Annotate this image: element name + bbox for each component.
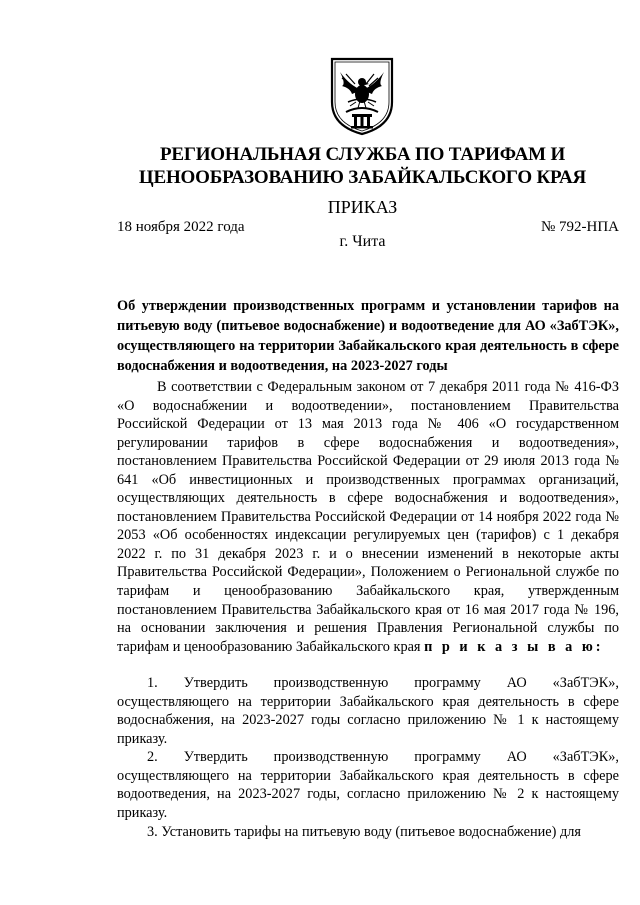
document-body bbox=[117, 378, 619, 841]
list-item-number: 3. bbox=[147, 823, 158, 840]
list-item-text: Утвердить производственную программу АО «ЗабТЭК», осуществляющего на территории Забайкальского края деятельность в сфере водоснабжения, на 2023-2027 годы согласно приложению № 1 к настоящему приказу. bbox=[117, 675, 620, 747]
list-item-text: Утвердить производственную программу АО «ЗабТЭК», осуществляющего на территории Забайкальского края деятельность в сфере водоотведения, на 2023-2027 годы, согласно приложению № 2 к настоящему приказу. bbox=[117, 749, 620, 822]
list-item-2 bbox=[117, 748, 619, 822]
agency-title-line2: ЦЕНООБРАЗОВАНИЮ ЗАБАЙКАЛЬСКОГО КРАЯ bbox=[138, 167, 587, 188]
document-city: г. Чита bbox=[339, 233, 386, 250]
list-item-number: 2. bbox=[147, 749, 158, 766]
list-item-number: 1. bbox=[147, 675, 158, 692]
document-number: № 792-НПА bbox=[540, 219, 619, 235]
document-type: ПРИКАЗ bbox=[327, 197, 398, 217]
preamble-paragraph bbox=[117, 378, 619, 656]
document-title: Об утверждении производственных программ и установлении тарифов на питьевую воду (питьевое водоснабжение) и водоотведение для АО «ЗабТЭК», осуществляющего на территории Забайкальского края деятельность в сфере водоснабжения и водоотведения, на 2023-2027 годы bbox=[117, 298, 619, 374]
list-item-1 bbox=[117, 674, 619, 748]
agency-title bbox=[100, 143, 625, 189]
preamble-text: В соответствии с Федеральным законом от 7 декабря 2011 года № 416-ФЗ «О водоснабжении и водоотведении», постановлением Правительства Российской Федерации от 13 мая 2013 года № 406 «О государственном регулировании тарифов в сфере водоснабжения и водоотведения», постановлением Правительства Российской Федерации от 29 июля 2013 года № 641 «Об инвестиционных и производственных программах организаций, осуществляющих деятельность в сфере водоснабжения и водоотведения», постановлением Правительства Российской Федерации от 14 ноября 2022 года № 2053 «Об особенностях индексации регулируемых цен (тарифов) с 1 декабря 2022 г. по 31 декабря 2023 г. и о внесении изменений в некоторые акты Правительства Российской Федерации», Положением о Региональной службе по тарифам и ценообразованию Забайкальского края, утвержденным постановлением Правительства Забайкальского края от 16 мая 2017 года № 196, на основании заключения и решения Правления Региональной службы по тарифам и ценообразованию Забайкальского края bbox=[117, 379, 619, 655]
list-item-3 bbox=[117, 823, 619, 842]
agency-title-line1: РЕГИОНАЛЬНАЯ СЛУЖБА ПО ТАРИФАМ И bbox=[159, 144, 566, 165]
list-item-text: Установить тарифы на питьевую воду (питьевое водоснабжение) для bbox=[161, 823, 581, 840]
order-word: п р и к а з ы в а ю: bbox=[424, 638, 604, 655]
coat-of-arms-emblem bbox=[328, 56, 396, 136]
document-date: 18 ноября 2022 года bbox=[117, 219, 245, 235]
